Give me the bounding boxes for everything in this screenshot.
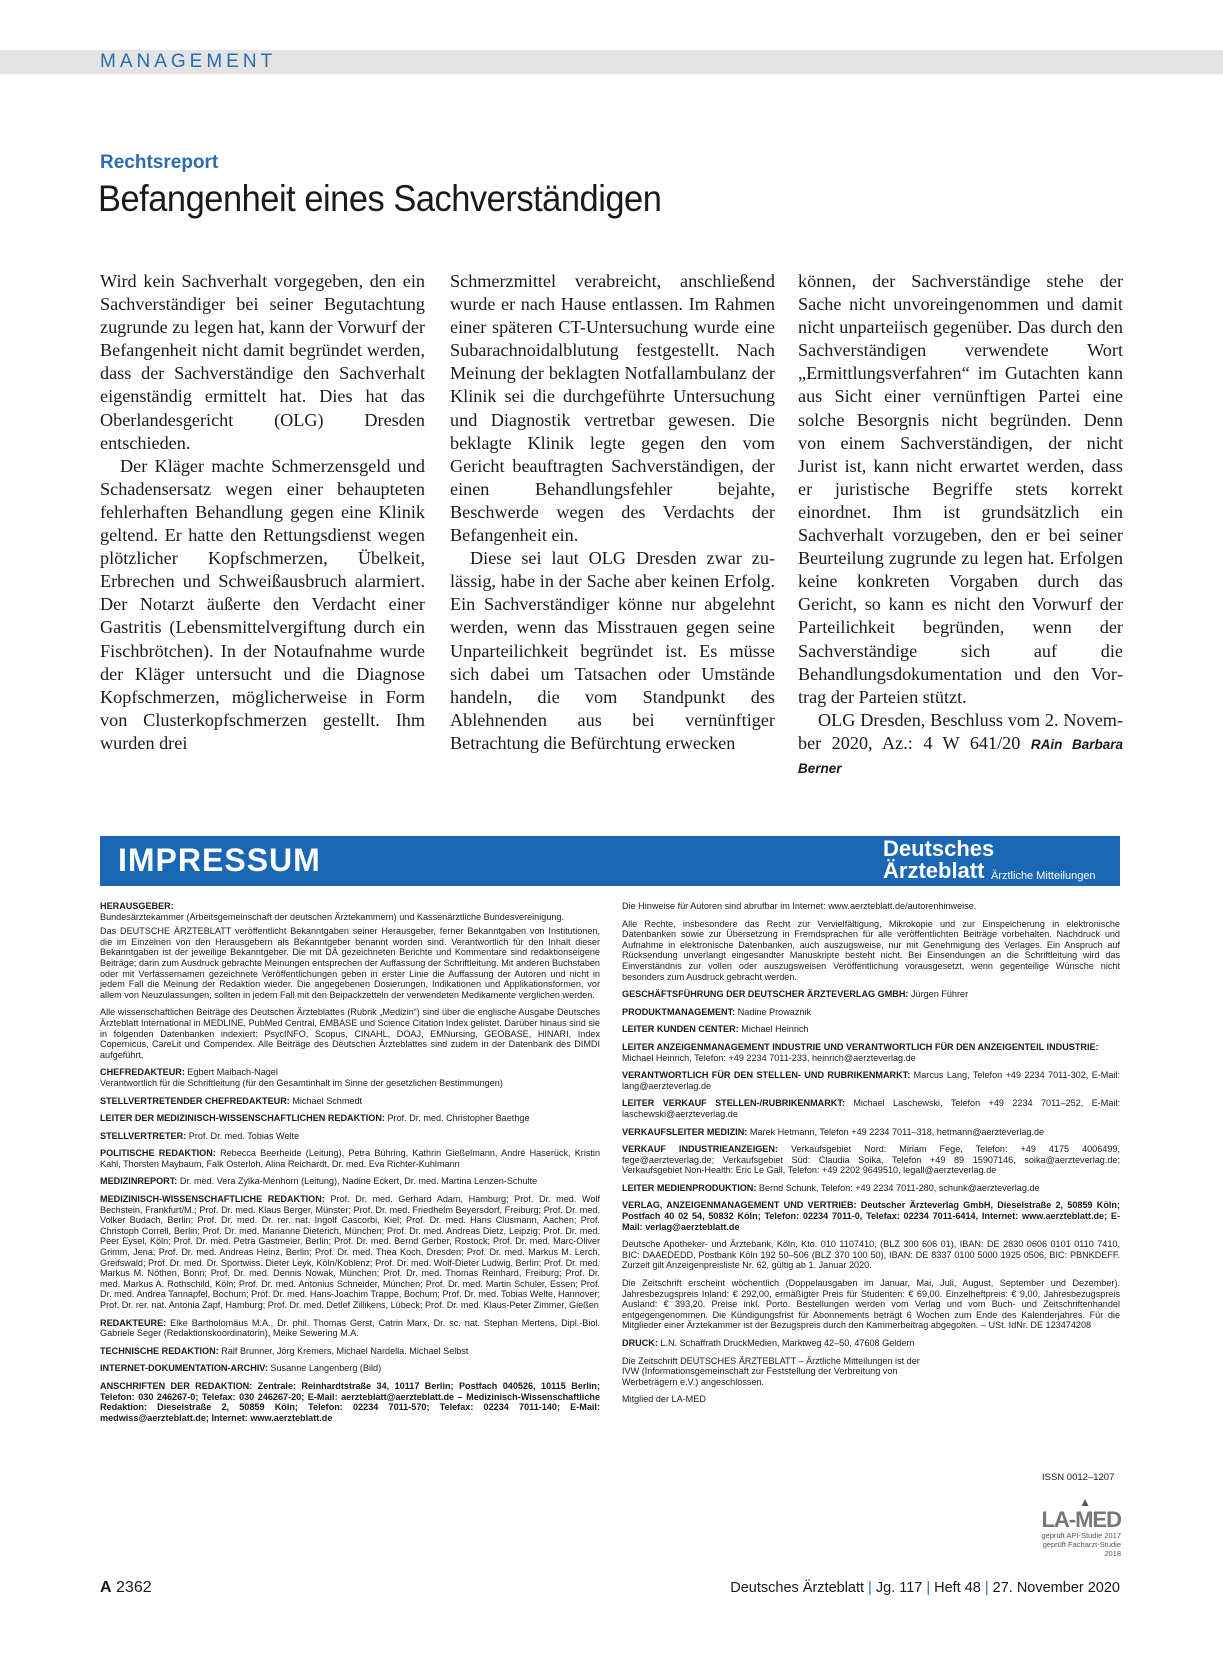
- logo-subtitle: Ärztliche Mitteilungen: [991, 870, 1096, 882]
- text: Prof. Dr. med. Christopher Baethge: [387, 1113, 530, 1124]
- issue: Heft 48: [934, 1580, 981, 1596]
- text: Michael Heinrich, Telefon: +49 2234 7011-233, heinrich@aerzteverlag.de: [622, 1052, 916, 1063]
- issn: ISSN 0012–1207: [1042, 1472, 1115, 1483]
- label: LEITER VERKAUF STELLEN-/RUBRIKENMARKT:: [622, 1098, 845, 1109]
- text: Prof. Dr. med. Tobias Welte: [188, 1130, 300, 1141]
- text: Michael Heinrich: [741, 1024, 809, 1035]
- article-title: Befangenheit eines Sachverständigen: [98, 178, 662, 219]
- text: Alle Rechte, insbesondere das Recht zur Vervielfältigung, Mikrokopie und zur Einspeicherung in elektronische Datenbanken sowie zur Übersetzung in Fremdsprachen für alle veröffentlichten Beiträge vorbehalten. Nachdruck und Aufnahme in elektronische Datenbanken, auch auszugsweise, nur mit Genehmigung des Verlages. Ein Anspruch auf Rücksendung unverlangt eingesandter Manuskripte besteht nicht. Bei Einsendungen an die Schriftleitung wird das Einverständnis zur vollen oder auszugsweisen Veröffentlichung vorausgesetzt, wenn gegenteilige Wünsche nicht besonders zum Ausdruck gebracht werden.: [622, 918, 1120, 982]
- text: Ralf Brunner, Jörg Kremers, Michael Nardella. Michael Selbst: [221, 1345, 469, 1356]
- text: Verantwortlich für die Schriftleitung (für den Gesamtinhalt im Sinne der gesetzlichen Bestimmungen): [100, 1077, 503, 1088]
- paragraph: [798, 709, 1123, 780]
- text: Die Zeitschrift erscheint wöchentlich (Doppelausgaben im Januar, Mai, Juli, August, September und Dezember). Jahresbezugspreis Inland: € 292,00, ermäßigter Preis für Studenten: € 69,00. Einzelheftpreis: € 9,00, Jahresbezugspreis Ausland: € 393,20. Preise inkl. Porto. Bestellungen werden vom Verlag und vom Buch- und Zeitschriftenhandel entgegengenommen. Die Kündigungsfrist für Abonnements beträgt 6 Wochen zum Ende des Kalenderjahres. Für die Mitglieder einer Ärztekammer ist der Bezugspreis durch den Kammerbeitrag abgegolten. – USt. IdNr. DE 123474208: [622, 1278, 1120, 1331]
- page-prefix: A: [100, 1579, 112, 1596]
- label: LEITER ANZEIGENMANAGEMENT INDUSTRIE UND VERANTWORTLICH FÜR DEN ANZEIGENTEIL INDUSTRIE:: [622, 1041, 1099, 1052]
- impressum-title: IMPRESSUM: [118, 842, 321, 878]
- text: Marcus Lang, Telefon +49 2234 7011-302, E-Mail: lang@aerzteverlag.de: [622, 1070, 1121, 1091]
- page-number: [100, 1579, 152, 1597]
- text: Michael Laschewski, Telefon +49 2234 7011–252, E-Mail: laschewski@aerzteverlag.de: [622, 1098, 1121, 1119]
- logo-line-1: Deutsches: [883, 836, 995, 861]
- article-column-3: [798, 270, 1123, 780]
- text: Marek Hetmann, Telefon +49 2234 7011–318, hetmann@aerzteverlag.de: [749, 1126, 1045, 1137]
- label: GESCHÄFTSFÜHRUNG DER DEUTSCHER ÄRZTEVERLAG GMBH:: [622, 989, 909, 1000]
- label: STELLVERTRETER:: [100, 1130, 187, 1141]
- label: POLITISCHE REDAKTION:: [100, 1148, 216, 1159]
- label: VERANTWORTLICH FÜR DEN STELLEN- UND RUBRIKENMARKT:: [622, 1070, 911, 1081]
- text: Egbert Maibach-Nagel: [187, 1067, 278, 1078]
- text: Alle wissenschaftlichen Beiträge des Deutschen Ärzteblattes (Rubrik „Medizin“) sind über die englische Ausgabe Deutsches Ärzteblatt International in MEDLINE, PubMed Central, EMBASE und Science Citation Index gelistet. Darüber hinaus sind sie in folgenden Datenbanken indexiert: PsycINFO, Scopus, CINAHL, DOAJ, EMNursing, GEOBASE, HINARI, Index Copernicus, CareLit und Compendex. Alle Beiträge des Deutschen Ärzteblattes sind zudem in der Datenbank des DIMDI aufgeführt.: [100, 1007, 600, 1060]
- text: L.N. Schaffrath DruckMedien, Marktweg 42–50, 47608 Geldern: [660, 1338, 915, 1348]
- lamed-logo: [1031, 1495, 1121, 1558]
- journal-name: Deutsches Ärzteblatt: [730, 1580, 865, 1596]
- article-kicker: Rechtsreport: [100, 152, 219, 173]
- text: Mitglied der LA-MED: [622, 1394, 706, 1405]
- text: Verkaufsgebiet Nord: Miriam Fege, Telefon: +49 4175 4006499, fege@aerzteverlag.de; Verkaufsgebiet Süd: Claudia Soika, Telefon +49 89 15907146, soika@aerzteverlag.de; Verkaufsgebiet Non-Health: Eric Le Gall, Telefon: +49 2202 9649510, legall@aerzteverlag.de: [622, 1144, 1120, 1176]
- paragraph: können, der Sachverständige stehe der Sache nicht unvoreingenommen und damit nicht unparteiisch gegenüber. Das durch den Sachverständigen verwendete Wort „Ermittlungsverfahren“ im Gutachten kann aus Sicht einer vernünftigen Partei eine solche Besorgnis nicht begründen. Denn von einem Sachverständigen, der nicht Jurist ist, kann nicht erwartet werden, dass er juristische Begriffe stets korrekt einordnet. Ihm ist grundsätzlich ein Sachverhalt vorzugeben, den er bei seiner Beurteilung zugrunde zu legen hat. Erfolgen keine konkreten Vorgaben durch das Gericht, so kann es nicht den Vorwurf der Parteilichkeit begründen, wenn der Sachverständige sich auf die Behandlungsdokumentation und den Vortrag der Parteien stützt.: [798, 271, 1123, 707]
- citation: OLG Dresden, Beschluss vom 2. November 2020, Az.: 4 W 641/20: [798, 709, 1123, 753]
- text: Susanne Langenberg (Bild): [270, 1363, 382, 1374]
- label: TECHNISCHE REDAKTION:: [100, 1345, 219, 1356]
- text: Prof. Dr. med. Gerhard Adam, Hamburg; Prof. Dr. med. Wolf Bechstein, Frankfurt/M.; Prof. Dr. med. Klaus Berger, Münster; Prof. Dr. med. Friedhelm Beyersdorf, Freiburg; Prof. Dr. med. Volker Budach, Berlin; Prof. Dr. med. Dr. rer. nat. Ingolf Cascorbi, Kiel; Prof. Dr. med. Hans Clusmann, Aachen; Prof. Christoph Correll, Berlin; Prof. Dr. med. Marianne Dieterich, München; Prof. Dr. med. Andreas Dietz, Leipzig; Prof. Dr. med. Peer Eysel, Köln; Prof. Dr. med. Petra Gastmeier, Berlin; Prof. Dr. med. Bernd Gerber, Rostock; Prof. Dr. med. Marc-Oliver Grimm, Jena; Prof. Dr. med. Andreas Heinz, Berlin; Prof. Dr. med. Thea Koch, Dresden; Prof. Dr. med. Markus M. Lerch, Greifswald; Prof. Dr. med. Dr. Sportwiss. Dieter Leyk, Köln/Koblenz; Prof. Dr. med. Wolf-Dieter Ludwig, Berlin; Prof. Dr. med. Markus M. Nöthen, Bonn; Prof. Dr. med. Dennis Nowak, München; Prof. Dr. med. Thomas Reinhard, Freiburg; Prof. Dr. med. Markus A. Rothschild, Köln; Prof. Dr. med. Antonius Schneider, München; Prof. Dr. med. Martin Schuler, Essen; Prof. Dr. med. Andrea Tannapfel, Bochum; Prof. Dr. med. Hans-Joachim Trappe, Bochum; Prof. Dr. med. Tobias Welte, Hannover; Prof. Dr. rer. nat. Antonia Zapf, Hamburg; Prof. Dr. med. Detlef Zillikens, Lübeck; Prof. Dr. med. Klaus-Peter Zimmer, Gießen: [100, 1194, 601, 1310]
- text: Bundesärztekammer (Arbeitsgemeinschaft der deutschen Ärztekammern) und Kassenärztliche Bundesvereinigung.: [100, 911, 565, 922]
- lamed-caption: geprüft API-Studie 2017: [1041, 1531, 1121, 1540]
- publisher-address: VERLAG, ANZEIGENMANAGEMENT UND VERTRIEB: Deutscher Ärzteverlag GmbH, Dieselstraße 2, 50859 Köln; Postfach 40 02 54, 50832 Köln; Telefon: 02234 7011-0, Telefax: 02234 7011-6414, Internet: www.aerzteblatt.de; E-Mail: verlag@aerzteblatt.de: [622, 1200, 1120, 1232]
- text: Jürgen Führer: [910, 989, 969, 1000]
- text: Dr. med. Vera Zylka-Menhorn (Leitung), Nadine Eckert, Dr. med. Martina Lenzen-Schulte: [179, 1176, 538, 1187]
- text: Michael Schmedt: [292, 1095, 363, 1106]
- label: LEITER DER MEDIZINISCH-WISSENSCHAFTLICHEN REDAKTION:: [100, 1113, 385, 1124]
- article-column-2: [450, 270, 775, 755]
- label: PRODUKTMANAGEMENT:: [622, 1006, 736, 1017]
- section-label: MANAGEMENT: [100, 51, 277, 72]
- logo-line-2: Ärzteblatt: [883, 858, 985, 883]
- paragraph: Diese sei laut OLG Dresden zwar zulässig, habe in der Sache aber keinen Erfolg. Ein Sachverständiger könne nur abgelehnt werden, wenn das Misstrauen gegen seine Unparteilichkeit begründet ist. Es müsse sich dabei um Tatsachen oder Umstände handeln, die vom Standpunkt des Ablehnenden aus bei vernünftiger Betrachtung die Befürchtung erwecken: [450, 548, 775, 753]
- page-number-value: 2362: [116, 1579, 152, 1596]
- label: MEDIZINREPORT:: [100, 1176, 178, 1187]
- text: Rebecca Beerheide (Leitung), Petra Bühring, Kathrin Gießelmann, André Haserück, Kristin Kahl, Thorsten Maybaum, Falk Osterloh, Alina Reichardt, Dr. med. Eva Richter-Kuhlmann: [100, 1148, 601, 1169]
- lamed-icon: ▲: [1079, 1495, 1091, 1509]
- editorial-address: ANSCHRIFTEN DER REDAKTION: Zentrale: Reinhardtstraße 34, 10117 Berlin; Postfach 040526, 10115 Berlin; Telefon: 030 246267-0; Telefax: 030 246267-20; E-Mail: aerzteblatt@aerzteblatt.de – Medizinisch-Wissenschaftliche Redaktion: Dieselstraße 2, 50859 Köln; Telefon: 02234 7011-570; Telefax: 02234 7011-140; E-Mail: medwiss@aerzteblatt.de; Internet: www.aerzteblatt.de: [100, 1380, 600, 1423]
- label: INTERNET-DOKUMENTATION-ARCHIV:: [100, 1363, 268, 1374]
- label: CHEFREDAKTEUR:: [100, 1067, 185, 1078]
- lamed-caption: geprüft Facharzt-Studie 2018: [1042, 1540, 1121, 1558]
- label: DRUCK:: [622, 1338, 658, 1348]
- label: MEDIZINISCH-WISSENSCHAFTLICHE REDAKTION:: [100, 1194, 325, 1205]
- text: Das DEUTSCHE ÄRZTEBLATT veröffentlicht Bekanntgaben seiner Herausgeber, ferner Bekanntgaben von Institutionen, die im Einzelnen von den Herausgebern als Bekanntgeber benannt worden sind. Verantwortlich für den Inhalt dieser Bekanntgaben ist der jeweilige Bekanntgeber. Die mit DÄ gezeichneten Berichte und Kommentare sind redaktionseigene Beiträge; darin zum Ausdruck gebrachte Meinungen entsprechen der Auffassung der Schriftleitung. Mit anderen Buchstaben oder mit Verfassernamen gezeichnete Veröffentlichungen geben in erster Linie die Auffassung der Autoren und nicht in jedem Fall die Meinung der Redaktion wieder. Die angegebenen Dosierungen, Indikationen und Applikationsformen, vor allem von Neuzulassungen, sollten in jedem Fall mit den Beipackzetteln der verwendeten Medikamente verglichen werden.: [100, 926, 600, 1000]
- text: Die Hinweise für Autoren sind abrufbar im Internet: www.aerzteblatt.de/autorenhinweise.: [622, 901, 977, 911]
- label: LEITER MEDIENPRODUKTION:: [622, 1182, 757, 1193]
- article-column-1: [100, 270, 425, 755]
- paragraph: Wird kein Sachverhalt vorgegeben, den ein Sachverständiger bei seiner Begutachtung zugrunde zu legen hat, kann der Vorwurf der Befangenheit nicht damit begründet werden, dass der Sachverständige den Sachverhalt eigenständig ermittelt hat. Dies hat das Oberlandesgericht (OLG) Dresden entschieden.: [100, 271, 425, 453]
- paragraph: Schmerzmittel verabreicht, anschließend wurde er nach Hause entlassen. Im Rahmen einer späteren CT-Untersuchung wurde eine Subarachnoidalblutung festgestellt. Nach Meinung der beklagten Notfallambulanz der Klinik sei die durchgeführte Untersuchung und Diagnostik vertretbar gewesen. Die beklagte Klinik legte gegen den vom Gericht beauftragten Sachverständigen, der einen Behandlungsfehler bejahte, Beschwerde wegen des Verdachts der Befangenheit ein.: [450, 271, 775, 546]
- issue-date: 27. November 2020: [992, 1580, 1120, 1596]
- label: VERKAUFSLEITER MEDIZIN:: [622, 1126, 748, 1137]
- article-author: RAin Barbara Berner: [798, 736, 1124, 776]
- label: VERKAUF INDUSTRIEANZEIGEN:: [622, 1144, 778, 1155]
- text: Die Zeitschrift DEUTSCHES ÄRZTEBLATT – Ärztliche Mitteilungen ist der IVW (Informationsgemeinschaft zur Feststellung der Verbreitung von Werbeträgern e.V.) angeschlossen.: [622, 1355, 920, 1387]
- text: Nadine Prowaznik: [737, 1006, 811, 1017]
- volume: Jg. 117: [875, 1580, 923, 1596]
- label: REDAKTEURE:: [100, 1317, 167, 1328]
- lamed-wordmark: LA-MED: [1041, 1507, 1121, 1532]
- paragraph: Der Kläger machte Schmerzensgeld und Schadensersatz wegen einer behaupteten fehlerhaften Behandlung gegen eine Klinik geltend. Er hatte den Rettungsdienst wegen plötzlicher Kopfschmerzen, Übelkeit, Erbrechen und Schweißausbruch alarmiert. Der Notarzt äußerte den Verdacht einer Gastritis (Lebensmittelvergiftung durch ein Fischbrötchen). In der Notaufnahme wurde der Kläger untersucht und die Diagnose Kopfschmerzen, möglicherweise in Form von Clusterkopfschmerzen gestellt. Ihm wurden drei: [100, 455, 425, 753]
- label: STELLVERTRETENDER CHEFREDAKTEUR:: [100, 1095, 290, 1106]
- impressum-column-left: [100, 901, 600, 1430]
- label: LEITER KUNDEN CENTER:: [622, 1024, 739, 1035]
- text: Bernd Schunk, Telefon: +49 2234 7011-280, schunk@aerzteverlag.de: [758, 1182, 1040, 1193]
- text: Elke Bartholomäus M.A., Dr. phil. Thomas Gerst, Catrin Marx, Dr. sc. nat. Stephan Mertens, Dipl.-Biol. Gabriele Seger (Redaktionskoordinatorin), Meike Sewering M.A.: [100, 1317, 600, 1339]
- label: HERAUSGEBER:: [100, 901, 174, 911]
- impressum-column-right: [622, 901, 1120, 1412]
- text: Deutsche Apotheker- und Ärztebank, Köln, Kto. 010 1107410, (BLZ 300 606 01), IBAN: DE 2830 0606 0101 0110 7410, BIC: DAAEDEDD, Postbank Köln 192 50–506 (BLZ 370 100 50), IBAN: DE 8337 0100 5000 1925 0506, BIC: PBNKDEFF. Zurzeit gilt Anzeigenpreisliste Nr. 62, gültig ab 1. Januar 2020.: [622, 1239, 1120, 1271]
- footer-info: Deutsches Ärzteblatt | Jg. 117 | Heft 48 | 27. November 2020: [730, 1580, 1120, 1596]
